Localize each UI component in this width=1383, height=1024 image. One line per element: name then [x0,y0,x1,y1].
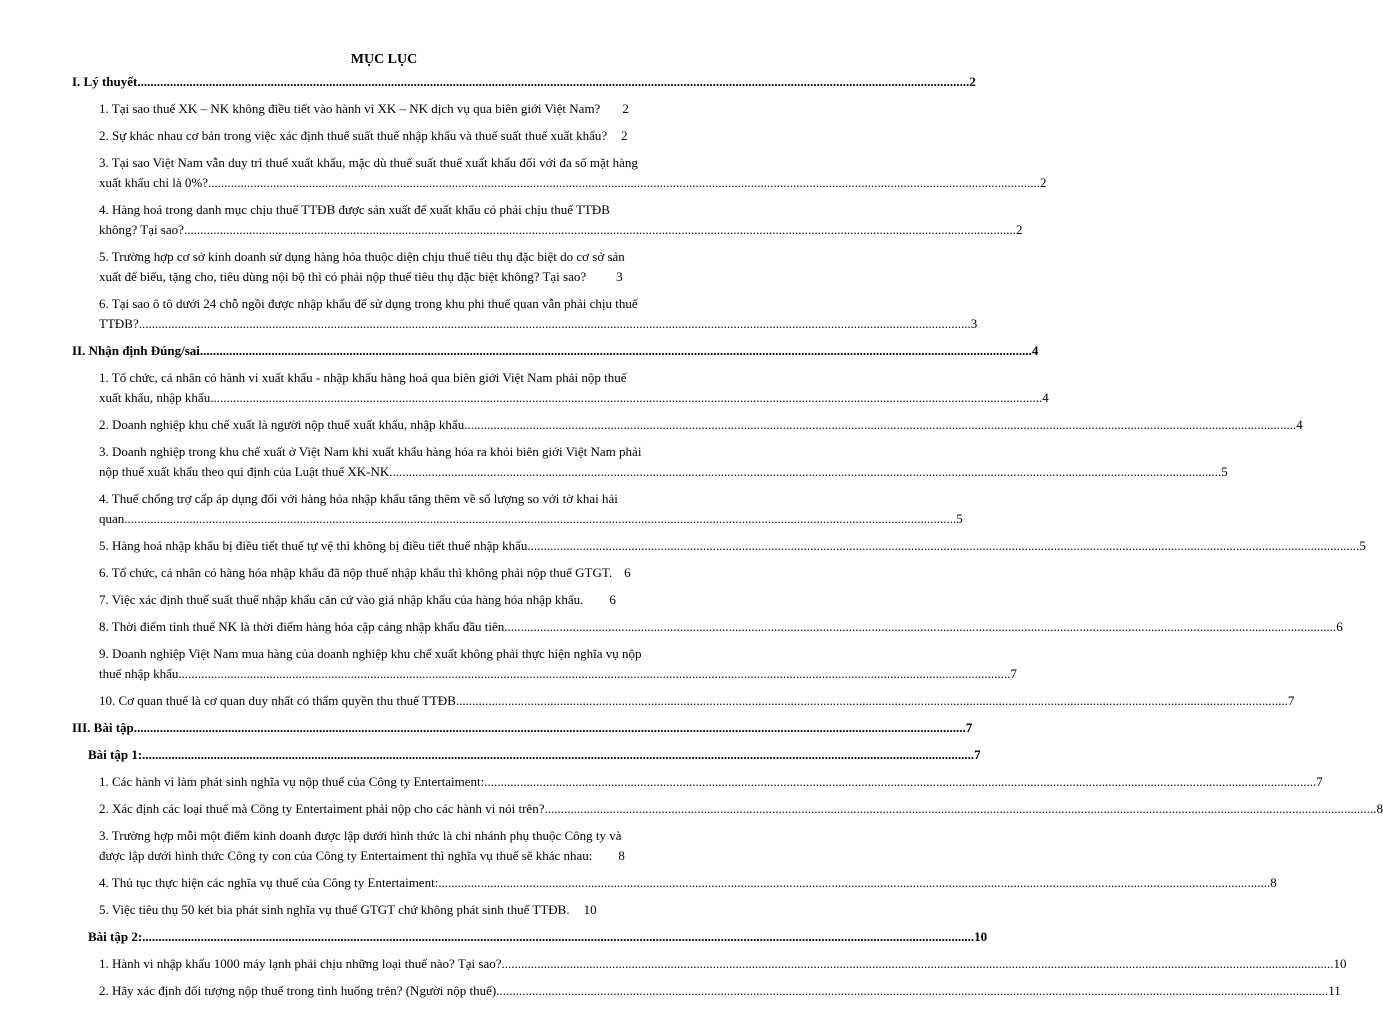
toc-entry-text: 2. Doanh nghiệp khu chế xuất là người nộp thuế xuất khẩu, nhập khẩu [99,417,465,432]
toc-page-number: 3 [616,269,623,284]
toc-leader-dots [544,799,1376,819]
toc-leader-dots [438,873,1270,893]
toc-leader-dots [502,954,1334,974]
toc-leader-dots [456,691,1288,711]
toc-entry-text: 5. Trường hợp cơ sở kinh doanh sử dụng hàng hóa thuộc diện chịu thuế tiêu thụ đặc biệt do cơ sở sản [99,249,625,264]
toc-page-number: 3 [970,316,978,331]
toc-item[interactable] [72,772,1323,792]
toc-item[interactable] [72,826,647,866]
toc-item[interactable] [72,644,1017,684]
toc-entry-text: 7. Việc xác định thuế suất thuế nhập khẩu căn cứ vào giá nhập khẩu của hàng hóa nhập khẩu. [99,592,584,607]
toc-entry-text: 9. Doanh nghiệp Việt Nam mua hàng của doanh nghiệp khu chế xuất không phải thực hiện nghĩa vụ nộp [99,646,642,661]
toc-leader-dots [200,341,1032,361]
toc-item[interactable] [72,900,647,920]
toc-leader-dots [210,388,1042,408]
toc-entry-text: 3. Doanh nghiệp trong khu chế xuất ở Việt Nam khi xuất khẩu hàng hóa ra khỏi biên giới Việt Nam phải [99,444,642,459]
toc-entry-text-cont: thuế nhập khẩu [99,666,179,681]
toc-entry-text: 2. Xác định các loại thuế mà Công ty Entertaiment phải nộp cho các hành vi nói trên? [99,801,545,816]
toc-leader-dots [142,745,974,765]
toc-item[interactable] [72,954,1347,974]
toc-subsection-bai-tap-2[interactable] [72,927,988,947]
toc-leader-dots [484,772,1316,792]
toc-item[interactable] [72,691,1295,711]
toc-page-number: 2 [621,128,628,143]
toc-entry-text: 4. Hàng hoá trong danh mục chịu thuế TTĐB được sản xuất để xuất khẩu có phải chịu thuế TTĐB [99,202,610,217]
toc-page-number: 7 [1316,774,1323,789]
toc-page-number: 4 [1042,390,1049,405]
toc-entry-text: 2. Sự khác nhau cơ bản trong việc xác định thuế suất thuế nhập khẩu và thuế suất thuế xuất khẩu? [99,128,608,143]
toc-entry-text-cont: xuất khẩu, nhập khẩu [99,390,211,405]
toc-page-number: 8 [618,848,625,863]
toc-item[interactable] [72,799,1383,819]
toc-page-number: 2 [622,101,629,116]
toc-entry-text-cont: TTĐB? [99,316,139,331]
toc-page-number: 8 [1376,801,1383,816]
toc-entry-text: 1. Hành vi nhập khẩu 1000 máy lạnh phải chịu những loại thuế nào? Tại sao? [99,956,502,971]
toc-page-number: 7 [974,747,981,762]
toc-leader-dots [504,617,1336,637]
toc-entry-text: 5. Việc tiêu thụ 50 két bia phát sinh nghĩa vụ thuế GTGT chứ không phát sinh thuế TTĐB. [99,902,570,917]
toc-leader-dots [184,220,1016,240]
toc-entry-text-cont: quan [99,511,125,526]
toc-entry-text: 1. Tại sao thuế XK – NK không điều tiết vào hành vi XK – NK dịch vụ qua biên giới Việt Nam? [99,101,601,116]
toc-item[interactable] [72,536,1366,556]
toc-section-ly-thuyet[interactable] [72,72,976,92]
toc-item[interactable] [72,247,647,287]
toc-leader-dots [142,927,974,947]
toc-section-nhan-dinh[interactable] [72,341,1039,361]
toc-item[interactable] [72,590,647,610]
toc-entry-text: 5. Hàng hoá nhập khẩu bị điều tiết thuế tự vệ thì không bị điều tiết thuế nhập khẩu [99,538,528,553]
toc-page-number: 4 [1031,343,1039,358]
toc-entry-text: 4. Thủ tục thực hiện các nghĩa vụ thuế của Công ty Entertaiment: [99,875,439,890]
toc-item[interactable] [72,368,1049,408]
toc-page-number: 7 [1010,666,1017,681]
toc-entry-text: 8. Thời điểm tính thuế NK là thời điểm hàng hóa cập cảng nhập khẩu đầu tiên [99,619,505,634]
toc-entry-text-cont: nộp thuế xuất khẩu theo qui định của Luật thuế XK-NK [99,464,390,479]
toc-entry-text: I. Lý thuyết [72,74,138,89]
toc-leader-dots [464,415,1296,435]
toc-item[interactable] [72,873,1277,893]
toc-page-number: 6 [624,565,631,580]
toc-entry-text: 10. Cơ quan thuế là cơ quan duy nhất có thẩm quyền thu thuế TTĐB [99,693,456,708]
toc-entry-text-cont: được lập dưới hình thức Công ty con của Công ty Entertaiment thì nghĩa vụ thuế sẽ khác nhau: [99,848,593,863]
toc-entry-text-cont: không? Tại sao? [99,222,184,237]
toc-item[interactable] [72,294,978,334]
toc-leader-dots [178,664,1010,684]
toc-item[interactable] [72,981,1341,1001]
toc-item[interactable] [72,153,1047,193]
toc-entry-text-cont: xuất để biếu, tặng cho, tiêu dùng nội bộ thì có phải nộp thuế tiêu thụ đặc biệt không? Tại sao? [99,269,587,284]
toc-entry-text: 1. Các hành vi làm phát sinh nghĩa vụ nộp thuế của Công ty Entertaiment: [99,774,485,789]
toc-leader-dots [124,509,956,529]
toc-entry-text: 3. Tại sao Việt Nam vẫn duy trì thuế xuất khẩu, mặc dù thuế suất thuế xuất khẩu đối với đa số mặt hàng [99,155,638,170]
toc-item[interactable] [72,617,1343,637]
toc-page-number: 2 [969,74,976,89]
toc-section-bai-tap[interactable] [72,718,973,738]
toc-leader-dots [527,536,1359,556]
toc-page-number: 11 [1328,983,1341,998]
toc-item[interactable] [72,442,1228,482]
toc-page-number: 7 [965,720,973,735]
toc-page-number: 2 [1015,222,1023,237]
toc-page-number: 2 [1040,175,1047,190]
toc-entry-text: 1. Tổ chức, cá nhân có hành vi xuất khẩu - nhập khẩu hàng hoá qua biên giới Việt Nam phải nộp thuế [99,370,627,385]
toc-leader-dots [137,72,969,92]
toc-item[interactable] [72,563,647,583]
toc-page-number: 4 [1296,417,1303,432]
toc-page-number: 8 [1270,875,1277,890]
toc-entry-text: 3. Trường hợp mỗi một điểm kinh doanh được lập dưới hình thức là chi nhánh phụ thuộc Công ty và [99,828,622,843]
toc-item[interactable] [72,200,1023,240]
toc-entry-text: Bài tập 2: [88,929,143,944]
toc-entry-text: Bài tập 1: [88,747,143,762]
toc-page-number: 7 [1287,693,1295,708]
toc-entry-text: 4. Thuế chống trợ cấp áp dụng đối với hàng hóa nhập khẩu tăng thêm về số lượng so với tờ khai hải [99,491,618,506]
toc-entry-text-cont: xuất khẩu chỉ là 0%? [99,175,209,190]
toc-page-number: 6 [1336,619,1343,634]
toc-entry-text: 2. Hãy xác định đối tượng nộp thuế trong tình huống trên? (Người nộp thuế) [99,983,497,998]
toc-entry-text: 6. Tại sao ô tô dưới 24 chỗ ngồi được nhập khẩu để sử dụng trong khu phi thuế quan vẫn phải chịu thuế [99,296,638,311]
toc-leader-dots [389,462,1221,482]
page-title: MỤC LỤC [350,52,418,67]
toc-leader-dots [208,173,1040,193]
toc-page-number: 5 [956,511,963,526]
toc-subsection-bai-tap-1[interactable] [72,745,981,765]
toc-page-number: 10 [583,902,597,917]
toc-leader-dots [496,981,1328,1001]
table-of-contents [72,72,1383,1008]
toc-page-number: 5 [1221,464,1228,479]
toc-item[interactable] [72,126,647,146]
toc-page-number: 10 [974,929,988,944]
toc-page-number: 5 [1359,538,1366,553]
toc-entry-text: III. Bài tập [72,720,134,735]
toc-entry-text: 6. Tổ chức, cá nhân có hàng hóa nhập khẩu đã nộp thuế nhập khẩu thì không phải nộp thuế GTGT. [99,565,613,580]
toc-item[interactable] [72,99,647,119]
toc-page-number: 10 [1333,956,1347,971]
toc-entry-text: II. Nhận định Đúng/sai [72,343,200,358]
toc-leader-dots [139,314,971,334]
toc-item[interactable] [72,489,963,529]
toc-item[interactable] [72,415,1303,435]
toc-page-number: 6 [609,592,616,607]
toc-leader-dots [134,718,966,738]
